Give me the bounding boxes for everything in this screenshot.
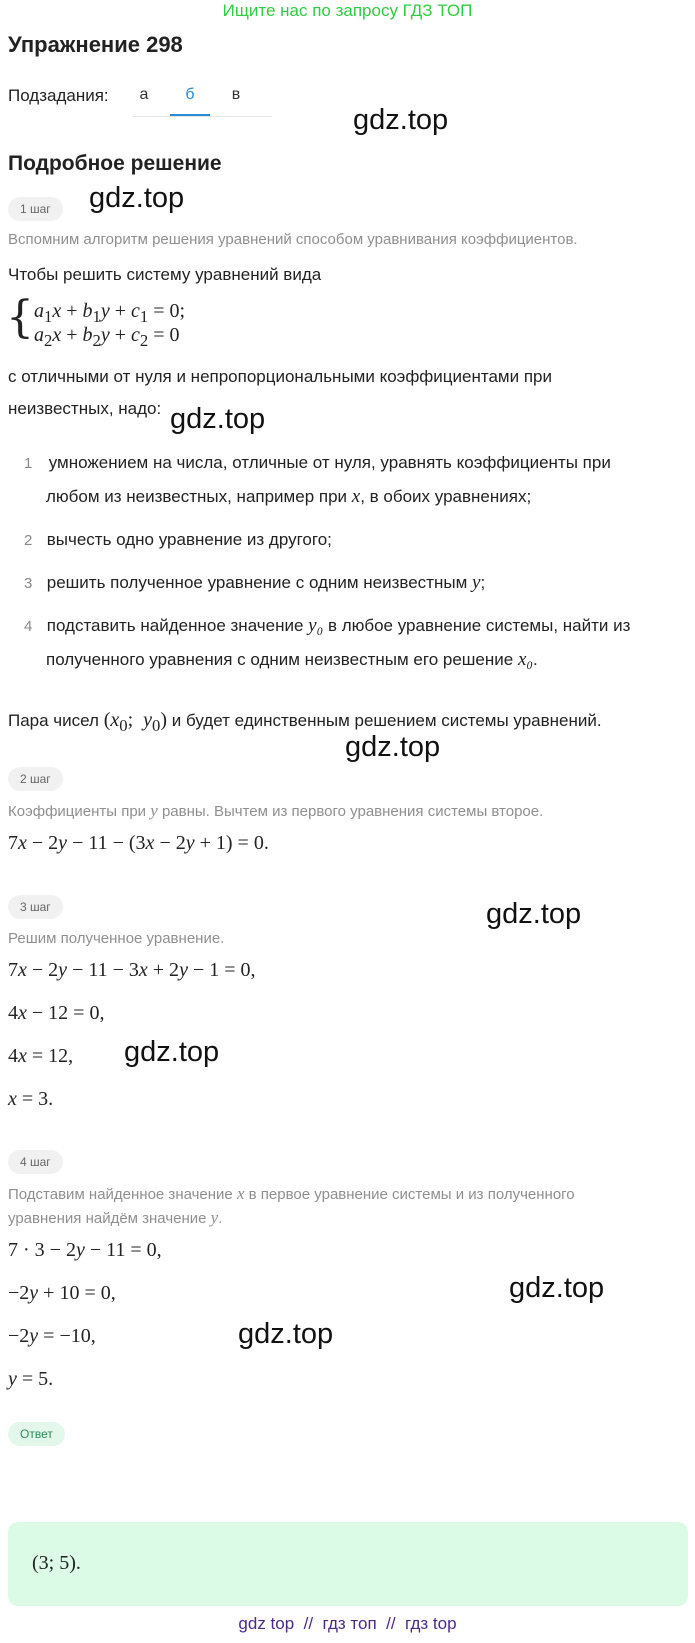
list-item-text: . <box>533 650 538 669</box>
list-item-text: полученного уравнения с одним неизвестным его решение <box>46 650 514 669</box>
footer-link-gdz-top-ru[interactable]: гдз топ <box>322 1614 377 1633</box>
footer-separator: // <box>303 1614 314 1633</box>
watermark: gdz.top <box>238 1318 334 1350</box>
step-1-badge: 1 шаг <box>8 197 63 221</box>
answer-value: (3; 5). <box>32 1552 81 1574</box>
step-2-equation: 7x − 2y − 11 − (3x − 2y + 1) = 0. <box>8 832 269 854</box>
step-4-hint-line-1: Подставим найденное значение x в первое уравнение системы и из полученного <box>8 1184 575 1203</box>
pair-sentence-pre: Пара чисел <box>8 711 99 730</box>
pair-math: ($x_0$; $y_0$) <box>103 709 168 735</box>
step-3-equation-1: 7x − 2y − 11 − 3x + 2y − 1 = 0, <box>8 959 256 981</box>
step-1-intro: Чтобы решить систему уравнений вида <box>8 265 322 284</box>
math-var: y <box>472 572 481 593</box>
math-var: y₀ <box>308 615 324 636</box>
step-1-condition-line-2: неизвестных, надо: <box>8 399 162 418</box>
system-eq-2: $a_2x + b_2y + c_2 = 0$ <box>34 324 180 350</box>
system-eq-1: $a_1x + b_1y + c_1 = 0$; <box>34 300 186 326</box>
step-4-equation-1: 7 · 3 − 2y − 11 = 0, <box>8 1239 162 1261</box>
step-1-hint: Вспомним алгоритм решения уравнений способом уравнивания коэффициентов. <box>8 231 578 248</box>
step-4-equation-2: −2y + 10 = 0, <box>8 1282 116 1304</box>
watermark: gdz.top <box>89 182 185 214</box>
step-4-equation-4: y = 5. <box>8 1368 54 1390</box>
watermark: gdz.top <box>353 104 449 136</box>
list-number: 1 <box>24 455 33 472</box>
subtasks-label: Подзадания: <box>8 86 109 105</box>
pair-sentence-post: и будет единственным решением системы уравнений. <box>171 711 602 730</box>
list-item-text: решить полученное уравнение с одним неизвестным <box>46 573 468 592</box>
step-4-equation-3: −2y = −10, <box>8 1325 96 1347</box>
list-item <box>24 450 611 477</box>
math-var: x₀ <box>517 649 533 670</box>
tab-v[interactable]: в <box>231 86 241 103</box>
step-1-condition-line-1: с отличными от нуля и непропорциональными коэффициентами при <box>8 367 552 386</box>
list-item <box>24 527 332 554</box>
footer-links <box>0 1614 695 1634</box>
step-4-badge: 4 шаг <box>8 1150 63 1174</box>
list-item-text: умножением на числа, отличные от нуля, уравнять коэффициенты при <box>48 453 611 472</box>
watermark: gdz.top <box>486 898 582 930</box>
section-title: Подробное решение <box>8 152 222 175</box>
tab-b[interactable]: б <box>170 78 210 116</box>
step-3-hint: Решим полученное уравнение. <box>8 930 225 947</box>
watermark: gdz.top <box>509 1272 605 1304</box>
subtask-tabs <box>132 78 272 117</box>
list-item <box>24 570 485 597</box>
system-brace: { <box>6 292 34 343</box>
list-item-text: , в обоих уравнениях; <box>360 487 532 506</box>
list-item-text: любом из неизвестных, например при <box>46 487 348 506</box>
list-item-text: в любое уравнение системы, найти из <box>327 616 631 635</box>
list-item <box>24 613 630 640</box>
pair-sentence <box>8 707 602 739</box>
step-4-hint-line-2: уравнения найдём значение y. <box>8 1208 223 1227</box>
footer-link-gdz-top-mixed[interactable]: гдз top <box>405 1614 457 1633</box>
tab-a[interactable]: а <box>139 86 149 103</box>
step-3-equation-3: 4x = 12, <box>8 1045 74 1067</box>
promo-banner[interactable]: Ищите нас по запросу ГДЗ ТОП <box>222 1 473 20</box>
answer-box <box>8 1522 688 1606</box>
list-number: 2 <box>24 532 33 549</box>
step-3-badge: 3 шаг <box>8 895 63 919</box>
list-item-text: ; <box>480 573 486 592</box>
page-title: Упражнение 298 <box>8 32 183 57</box>
step-2-badge: 2 шаг <box>8 767 63 791</box>
watermark: gdz.top <box>124 1036 220 1068</box>
list-number: 4 <box>24 618 33 635</box>
list-item-text: вычесть одно уравнение из другого; <box>46 530 332 549</box>
list-item-continuation <box>46 647 538 673</box>
step-3-equation-4: x = 3. <box>8 1088 54 1110</box>
list-item-text: подставить найденное значение <box>46 616 304 635</box>
watermark: gdz.top <box>170 403 266 435</box>
footer-link-gdz-top[interactable]: gdz top <box>238 1614 295 1633</box>
step-2-hint: Коэффициенты при y равны. Вычтем из первого уравнения системы второе. <box>8 801 544 820</box>
footer-separator: // <box>386 1614 396 1633</box>
list-number: 3 <box>24 575 33 592</box>
watermark: gdz.top <box>345 731 441 763</box>
list-item-continuation <box>46 484 531 510</box>
answer-badge: Ответ <box>8 1422 65 1446</box>
step-3-equation-2: 4x − 12 = 0, <box>8 1002 105 1024</box>
math-var: x <box>351 486 361 507</box>
